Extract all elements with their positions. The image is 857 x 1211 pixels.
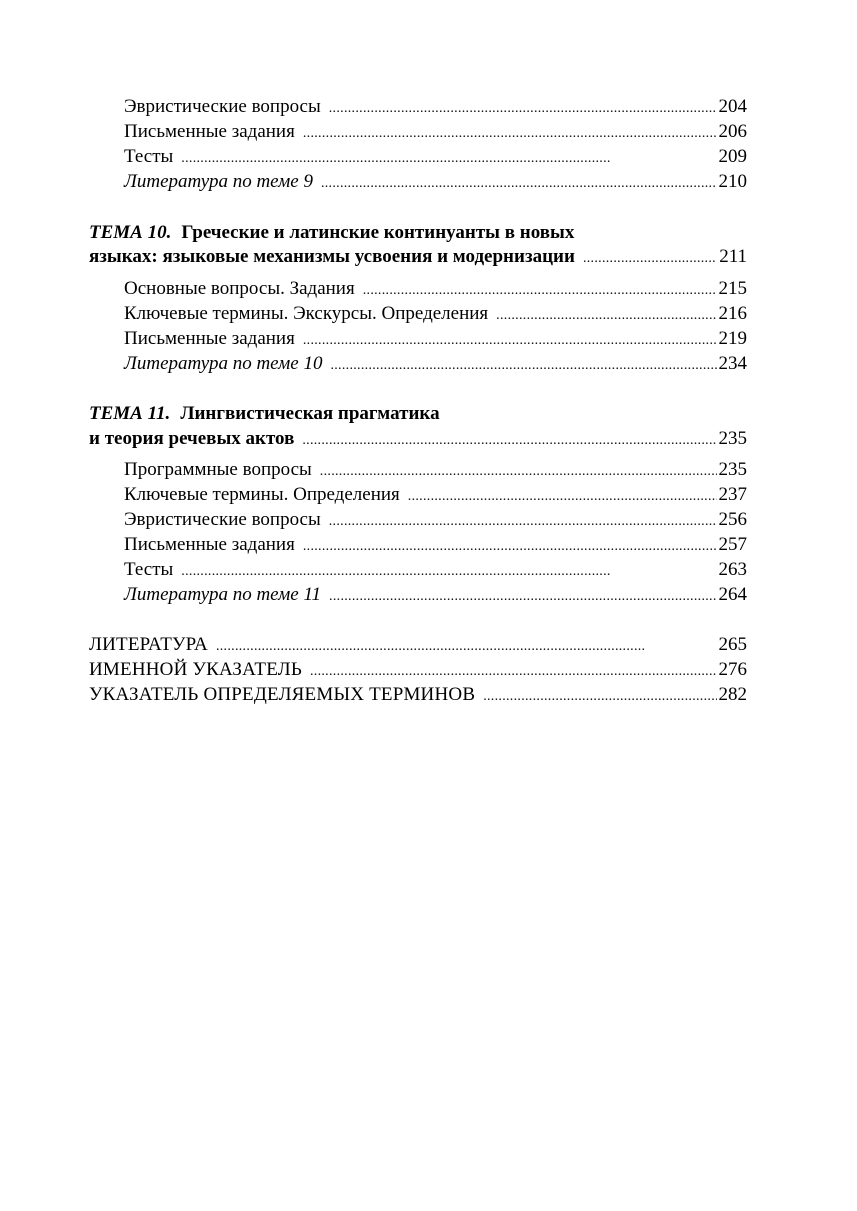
toc-entry-page: 235 (718, 428, 747, 449)
toc-entry-page: 276 (718, 659, 747, 680)
toc-entry[interactable] (124, 458, 747, 484)
toc-entry-title: Основные вопросы. Задания (124, 278, 355, 299)
dot-leader (181, 147, 716, 171)
dot-leader (329, 510, 717, 534)
toc-entry-page: 209 (718, 146, 747, 167)
dot-leader (302, 429, 716, 453)
toc-entry-page: 210 (718, 171, 747, 192)
toc-entry-name-index[interactable] (89, 658, 747, 684)
toc-entry[interactable] (124, 277, 747, 303)
toc-entry[interactable] (124, 483, 747, 509)
toc-entry-term-index[interactable] (89, 683, 747, 709)
topic-label: ТЕМА 10. (89, 222, 172, 243)
toc-entry-literature[interactable] (124, 583, 747, 609)
toc-entry[interactable] (124, 302, 747, 328)
dot-leader (321, 172, 717, 196)
dot-leader (583, 247, 717, 271)
toc-entry[interactable] (124, 120, 747, 146)
toc-entry-page: 215 (718, 278, 747, 299)
toc-entry-title: Эвристические вопросы (124, 509, 321, 530)
dot-leader (408, 485, 717, 509)
toc-entry-literature[interactable] (124, 170, 747, 196)
toc-entry[interactable] (124, 558, 747, 584)
dot-leader (320, 460, 717, 484)
topic-title-line2: и теория речевых актов (89, 428, 295, 449)
toc-entry[interactable] (124, 145, 747, 171)
toc-entry-title: Ключевые термины. Экскурсы. Определения (124, 303, 489, 324)
toc-entry-title: ЛИТЕРАТУРА (89, 634, 208, 655)
toc-entry[interactable] (124, 95, 747, 121)
toc-entry-page: 219 (718, 328, 747, 349)
toc-entry-page: 237 (718, 484, 747, 505)
dot-leader (303, 122, 717, 146)
toc-entry-page: 204 (718, 96, 747, 117)
topic-title-line1: Греческие и латинские континуанты в новых (181, 222, 575, 243)
toc-entry-title: УКАЗАТЕЛЬ ОПРЕДЕЛЯЕМЫХ ТЕРМИНОВ (89, 684, 476, 705)
dot-leader (329, 97, 717, 121)
toc-entry-title: Литература по теме 10 (124, 353, 323, 374)
dot-leader (496, 304, 716, 328)
toc-entry-page: 206 (718, 121, 747, 142)
toc-entry[interactable] (124, 508, 747, 534)
toc-entry-title: Программные вопросы (124, 459, 312, 480)
topic-11-heading-line1 (89, 402, 747, 426)
toc-entry-title: Литература по теме 11 (124, 584, 322, 605)
dot-leader (303, 329, 717, 353)
topic-title-line1: Лингвистическая прагматика (180, 403, 440, 424)
toc-entry-page: 235 (718, 459, 747, 480)
topic-10-heading-line2[interactable] (89, 245, 747, 271)
toc-entry[interactable] (124, 327, 747, 353)
dot-leader (216, 635, 717, 659)
toc-entry-title: Письменные задания (124, 534, 295, 555)
toc-entry-title: Ключевые термины. Определения (124, 484, 400, 505)
toc-entry-page: 216 (718, 303, 747, 324)
toc-entry-page: 234 (718, 353, 747, 374)
dot-leader (310, 660, 717, 684)
toc-entry-page: 264 (718, 584, 747, 605)
toc-entry-title: Тесты (124, 559, 174, 580)
topic-10-heading-line1 (89, 221, 747, 245)
toc-entry-literature[interactable] (124, 352, 747, 378)
topic-11-heading-line2[interactable] (89, 427, 747, 453)
toc-entry-page: 257 (718, 534, 747, 555)
toc-entry-title: Литература по теме 9 (124, 171, 313, 192)
toc-entry-page: 211 (719, 246, 747, 267)
topic-title-line2: языках: языковые механизмы усвоения и модернизации (89, 246, 575, 267)
toc-entry-page: 256 (718, 509, 747, 530)
topic-label: ТЕМА 11. (89, 403, 171, 424)
toc-entry-title: ИМЕННОЙ УКАЗАТЕЛЬ (89, 659, 302, 680)
toc-entry-title: Письменные задания (124, 328, 295, 349)
toc-entry-page: 265 (718, 634, 747, 655)
toc-entry-title: Эвристические вопросы (124, 96, 321, 117)
dot-leader (330, 354, 716, 378)
toc-entry-title: Письменные задания (124, 121, 295, 142)
toc-entry-title: Тесты (124, 146, 174, 167)
dot-leader (181, 560, 716, 584)
dot-leader (329, 585, 716, 609)
toc-entry-bibliography[interactable] (89, 633, 747, 659)
toc-entry[interactable] (124, 533, 747, 559)
toc-entry-page: 282 (718, 684, 747, 705)
toc-entry-page: 263 (718, 559, 747, 580)
dot-leader (303, 535, 717, 559)
dot-leader (363, 279, 717, 303)
dot-leader (483, 685, 716, 709)
